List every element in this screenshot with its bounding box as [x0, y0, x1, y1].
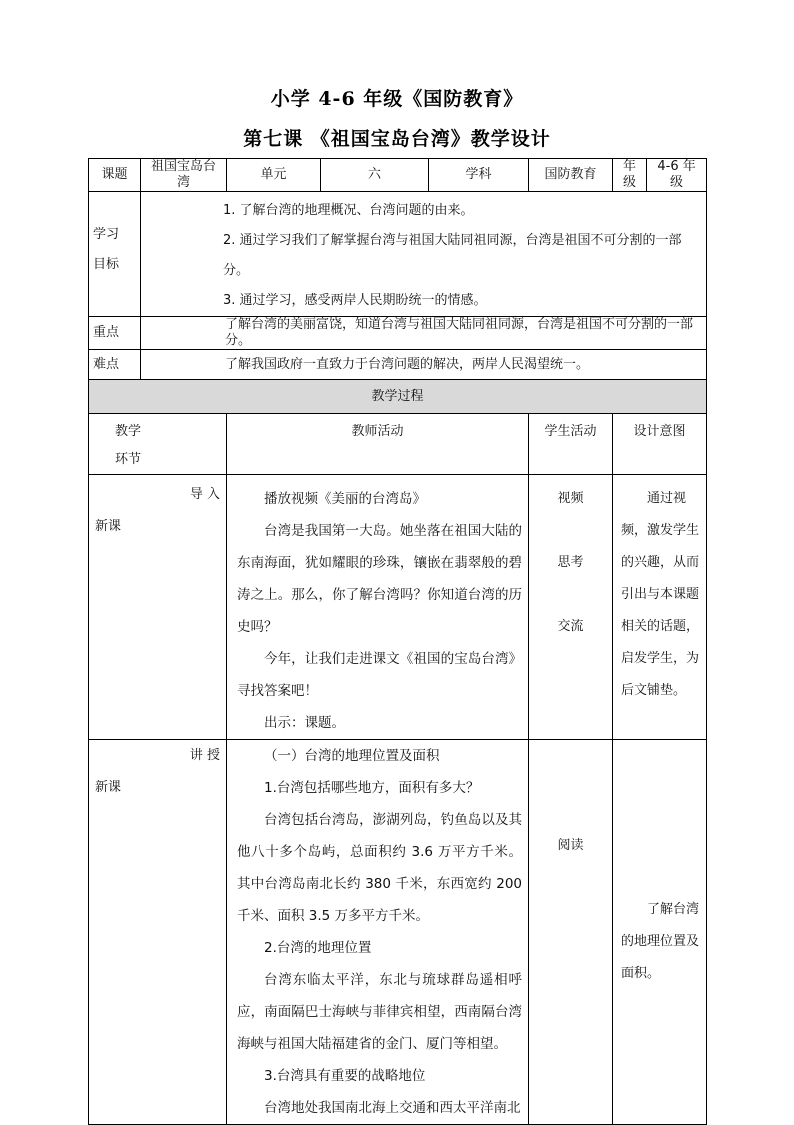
- lecture-paragraph: 台湾包括台湾岛，澎湖列岛，钓鱼岛以及其他八十多个岛屿，总面积约 3.6 万平方千米。其中台湾岛南北长约 380 千米，东西宽约 200 千米、面积 3.5 万多平方千米。: [237, 812, 523, 924]
- student-activity-item: 阅读: [557, 838, 584, 853]
- process-header-row: [89, 414, 707, 475]
- objectives-label: [89, 192, 141, 317]
- intro-teacher-activity: [227, 475, 529, 740]
- lecture-teacher-activity: [227, 740, 529, 1125]
- intro-paragraph: 台湾是我国第一大岛。她坐落在祖国大陆的东南海面，犹如耀眼的珍珠，镶嵌在翡翠般的碧涛之上。那么，你了解台湾吗？你知道台湾的历史吗？: [237, 523, 523, 635]
- intro-paragraph: 播放视频《美丽的台湾岛》: [264, 491, 426, 507]
- unit-label: 单元: [227, 159, 321, 192]
- subject-label: 学科: [429, 159, 529, 192]
- student-activity-item: 视频: [557, 491, 584, 506]
- intro-stage-line2: 新课: [95, 519, 122, 534]
- objectives-row: [89, 192, 707, 317]
- difficulty-label: 难点: [89, 350, 141, 380]
- key-point-label: 重点: [89, 317, 141, 350]
- lecture-student-activity: [529, 740, 613, 1125]
- intro-row: [89, 475, 707, 740]
- lecture-row: [89, 740, 707, 1125]
- process-heading: 教学过程: [89, 380, 707, 414]
- grade-label: 年级: [613, 159, 647, 192]
- objective-item: 2. 通过学习我们了解掌握台湾与祖国大陆同祖同源，台湾是祖国不可分割的一部分。: [223, 233, 682, 278]
- intro-student-activity: [529, 475, 613, 740]
- student-activity-header: 学生活动: [529, 414, 613, 475]
- design-intent-header: 设计意图: [613, 414, 707, 475]
- intro-stage: [89, 475, 227, 740]
- lecture-stage-line1: 讲 授: [189, 748, 220, 763]
- topic-value: 祖国宝岛台湾: [141, 159, 227, 192]
- process-heading-row: [89, 380, 707, 414]
- lecture-design-intent: [613, 740, 707, 1125]
- intro-paragraph: 今年，让我们走进课文《祖国的宝岛台湾》寻找答案吧！: [237, 651, 523, 699]
- stage-header: [89, 414, 227, 475]
- stage-header-line2: 环节: [114, 452, 141, 467]
- unit-value: 六: [321, 159, 429, 192]
- intro-design-intent: [613, 475, 707, 740]
- objectives-label-line2: 目标: [93, 257, 120, 272]
- intro-stage-line1: 导 入: [189, 487, 220, 502]
- objectives-label-line1: 学习: [93, 227, 120, 242]
- student-activity-item: 思考: [557, 555, 584, 570]
- lesson-plan-table: [88, 158, 707, 1125]
- objectives-content: [141, 192, 707, 317]
- objective-item: 1. 了解台湾的地理概况、台湾问题的由来。: [223, 203, 474, 218]
- subject-value: 国防教育: [529, 159, 613, 192]
- key-point-row: [89, 317, 707, 350]
- intro-intent-text: 通过视频，激发学生的兴趣，从而引出与本课题相关的话题，启发学生，为后文铺垫。: [621, 491, 700, 698]
- lecture-intent-text: 了解台湾的地理位置及面积。: [621, 902, 700, 981]
- objective-item: 3. 通过学习，感受两岸人民期盼统一的情感。: [223, 293, 487, 308]
- info-row: [89, 159, 707, 192]
- lesson-title: 第七课 《祖国宝岛台湾》教学设计: [243, 128, 551, 150]
- difficulty-row: [89, 350, 707, 380]
- lecture-question: 1.台湾包括哪些地方，面积有多大？: [264, 780, 480, 796]
- student-activity-item: 交流: [557, 619, 584, 634]
- lecture-stage: [89, 740, 227, 1125]
- lecture-question: 3.台湾具有重要的战略地位: [264, 1068, 426, 1084]
- document-title: 小学 4-6 年级《国防教育》: [270, 88, 524, 110]
- stage-header-line1: 教学: [114, 424, 141, 439]
- grade-value: 4-6 年级: [647, 159, 707, 192]
- lecture-paragraph: 台湾东临太平洋，东北与琉球群岛遥相呼应，南面隔巴士海峡与菲律宾相望，西南隔台湾海峡与祖国大陆福建省的金门、厦门等相望。: [237, 972, 523, 1052]
- teacher-activity-header: 教师活动: [227, 414, 529, 475]
- lecture-question: 2.台湾的地理位置: [264, 940, 372, 956]
- difficulty-text: 了解我国政府一直致力于台湾问题的解决，两岸人民渴望统一。: [141, 350, 707, 380]
- intro-paragraph: 出示：课题。: [264, 715, 345, 731]
- lecture-section-heading: （一）台湾的地理位置及面积: [264, 748, 440, 764]
- topic-label: 课题: [89, 159, 141, 192]
- lecture-paragraph: 台湾地处我国南北海上交通和西太平洋南北: [264, 1100, 521, 1116]
- key-point-text: 了解台湾的美丽富饶，知道台湾与祖国大陆同祖同源，台湾是祖国不可分割的一部分。: [141, 317, 707, 350]
- lecture-stage-line2: 新课: [95, 780, 122, 795]
